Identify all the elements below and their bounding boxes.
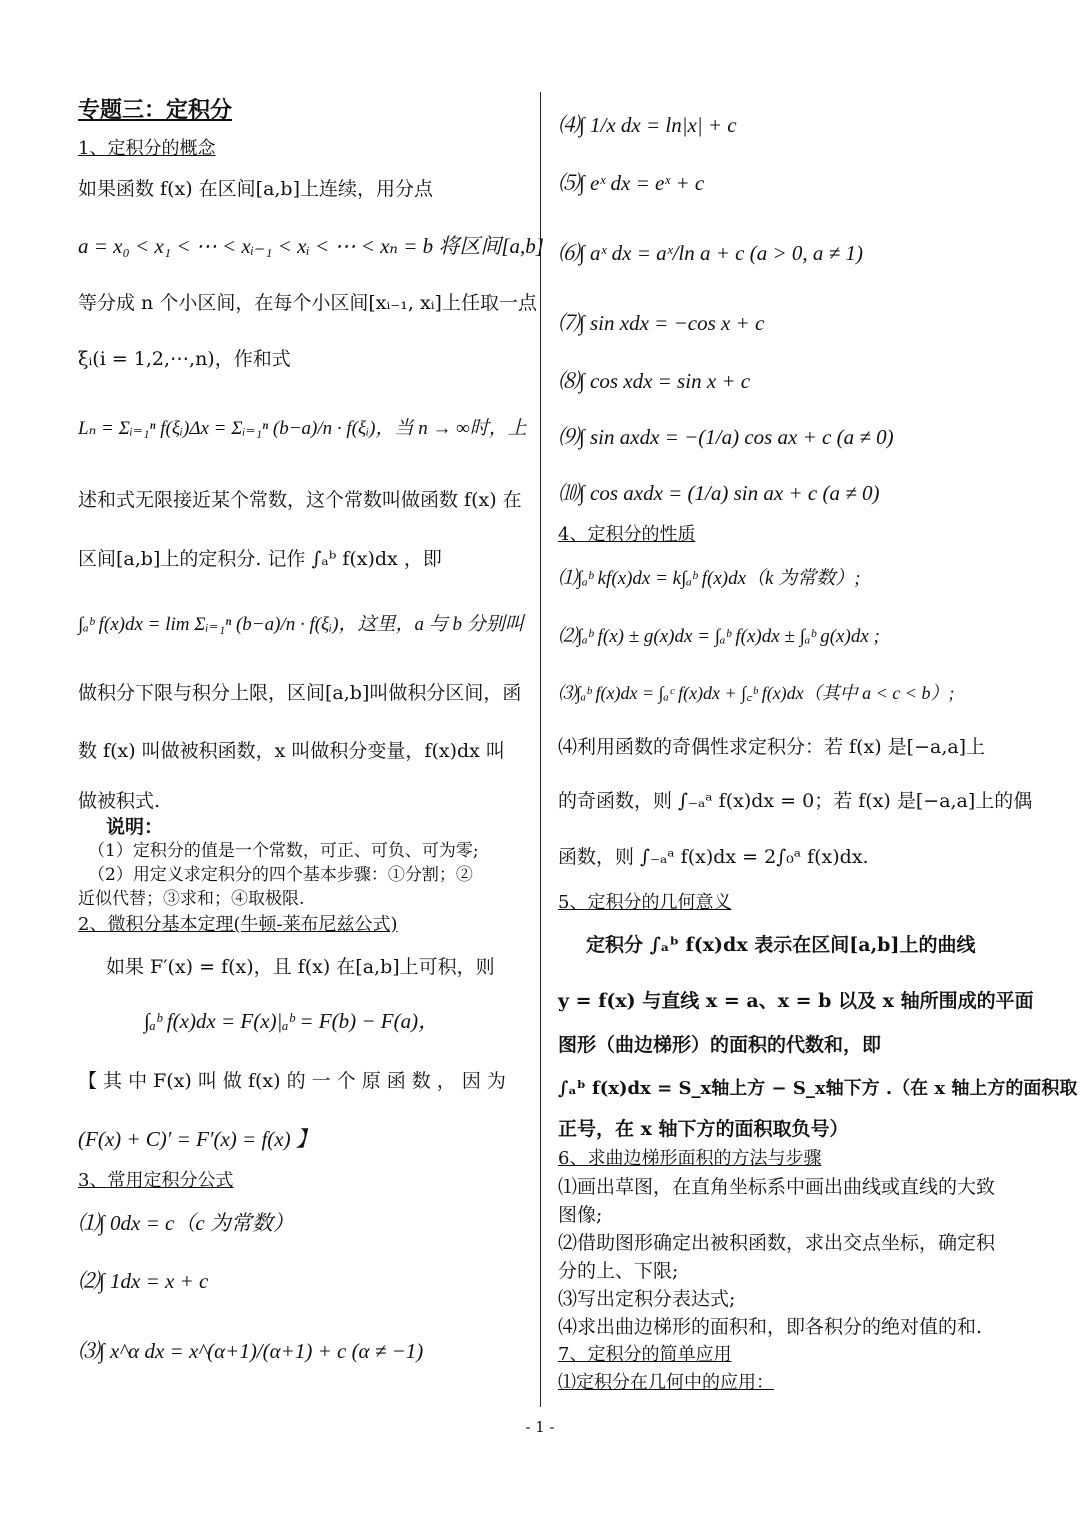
section-6-heading: 6、求曲边梯形面积的方法与步骤 (558, 1148, 822, 1169)
s4-line-2: ⑵∫ₐᵇ f(x) ± g(x)dx = ∫ₐᵇ f(x)dx ± ∫ₐᵇ g(x)dx ; (558, 626, 880, 647)
s4-line-6: 函数，则 ∫₋ₐᵃ f(x)dx = 2∫₀ᵃ f(x)dx. (558, 846, 869, 868)
section-5-heading: 5、定积分的几何意义 (558, 892, 732, 913)
page-number: - 1 - (525, 1418, 555, 1436)
formula-4: ⑷∫ 1/x dx = ln|x| + c (558, 113, 737, 137)
formula-2: ⑵∫ 1dx = x + c (78, 1269, 209, 1293)
s1-line-11: 做被积式. (78, 790, 161, 812)
formula-5: ⑸∫ eˣ dx = eˣ + c (558, 171, 705, 195)
s4-line-3: ⑶∫ₐᵇ f(x)dx = ∫ₐᶜ f(x)dx + ∫꜀ᵇ f(x)dx（其中 a < c < b）; (558, 683, 955, 703)
s5-line-3: 图形（曲边梯形）的面积的代数和，即 (558, 1034, 882, 1056)
s5-line-4: ∫ₐᵇ f(x)dx = S_x轴上方 − S_x轴下方 .（在 x 轴上方的面积取 (558, 1078, 1078, 1099)
note-title: 说明： (106, 816, 164, 838)
formula-10: ⑽∫ cos axdx = (1/a) sin ax + c (a ≠ 0) (558, 481, 880, 505)
column-divider (540, 92, 541, 1407)
s2-line-4: (F(x) + C)′ = F′(x) = f(x) 】 (78, 1127, 317, 1151)
formula-7: ⑺∫ sin xdx = −cos x + c (558, 311, 765, 335)
formula-6: ⑹∫ aˣ dx = aˣ/ln a + c (a > 0, a ≠ 1) (558, 241, 863, 265)
formula-9: ⑼∫ sin axdx = −(1/a) cos ax + c (a ≠ 0) (558, 425, 894, 449)
s1-line-3: 等分成 n 个小区间，在每个小区间[xᵢ₋₁, xᵢ]上任取一点 (78, 292, 537, 314)
s1-line-10: 数 f(x) 叫做被积函数，x 叫做积分变量，f(x)dx 叫 (78, 740, 505, 762)
s5-line-2: y = f(x) 与直线 x = a、x = b 以及 x 轴所围成的平面 (558, 990, 1034, 1012)
note-1: （1）定积分的值是一个常数，可正、可负、可为零; (88, 841, 479, 861)
s1-line-5: Lₙ = Σᵢ₌₁ⁿ f(ξᵢ)Δx = Σᵢ₌₁ⁿ (b−a)/n · f(ξᵢ)，当 n → ∞时，上 (78, 418, 527, 439)
s4-line-5: 的奇函数，则 ∫₋ₐᵃ f(x)dx = 0；若 f(x) 是[−a,a]上的偶 (558, 790, 1033, 812)
section-1-heading: 1、定积分的概念 (78, 138, 216, 159)
section-7-heading: 7、定积分的简单应用 (558, 1344, 732, 1365)
formula-1: ⑴∫ 0dx = c（c 为常数） (78, 1211, 294, 1235)
s1-line-8: ∫ₐᵇ f(x)dx = lim Σᵢ₌₁ⁿ (b−a)/n · f(ξᵢ)，这里，a 与 b 分别叫 (78, 614, 524, 635)
s1-line-1: 如果函数 f(x) 在区间[a,b]上连续，用分点 (78, 178, 434, 200)
s6-line-5: ⑶写出定积分表达式; (558, 1288, 736, 1310)
s1-line-7: 区间[a,b]上的定积分. 记作 ∫ₐᵇ f(x)dx ，即 (78, 548, 442, 570)
formula-3: ⑶∫ x^α dx = x^(α+1)/(α+1) + c (α ≠ −1) (78, 1339, 424, 1363)
s6-line-6: ⑷求出曲边梯形的面积和，即各积分的绝对值的和. (558, 1316, 983, 1338)
s6-line-3: ⑵借助图形确定出被积函数，求出交点坐标，确定积 (558, 1232, 996, 1254)
s2-line-1: 如果 F′(x) = f(x)，且 f(x) 在[a,b]上可积，则 (106, 956, 495, 978)
note-3: 近似代替；③求和；④取极限. (78, 889, 305, 909)
s1-line-6: 述和式无限接近某个常数，这个常数叫做函数 f(x) 在 (78, 489, 522, 511)
formula-8: ⑻∫ cos xdx = sin x + c (558, 369, 751, 393)
page-title: 专题三：定积分 (78, 98, 233, 123)
s1-line-2: a = x₀ < x₁ < ⋯ < xᵢ₋₁ < xᵢ < ⋯ < xₙ = b 将区间[a,b] (78, 234, 544, 258)
s6-line-2: 图像; (558, 1204, 603, 1226)
s4-line-1: ⑴∫ₐᵇ kf(x)dx = k∫ₐᵇ f(x)dx（k 为常数）; (558, 568, 861, 589)
note-2: （2）用定义求定积分的四个基本步骤：①分割；② (88, 865, 473, 885)
s6-line-1: ⑴画出草图，在直角坐标系中画出曲线或直线的大致 (558, 1176, 996, 1198)
section-2-heading: 2、微积分基本定理(牛顿-莱布尼兹公式) (78, 914, 398, 935)
section-3-heading: 3、常用定积分公式 (78, 1170, 234, 1191)
s1-line-4: ξᵢ(i = 1,2,⋯,n)，作和式 (78, 348, 291, 370)
section-4-heading: 4、定积分的性质 (558, 524, 696, 545)
s2-line-3: 【 其 中 F(x) 叫 做 f(x) 的 一 个 原 函 数 ， 因 为 (78, 1070, 506, 1092)
s6-line-4: 分的上、下限; (558, 1260, 679, 1282)
s7-line-1: ⑴定积分在几何中的应用： (558, 1372, 774, 1393)
s2-line-2: ∫ₐᵇ f(x)dx = F(x)|ₐᵇ = F(b) − F(a)， (144, 1009, 440, 1033)
s4-line-4: ⑷利用函数的奇偶性求定积分：若 f(x) 是[−a,a]上 (558, 736, 986, 758)
s5-line-5: 正号，在 x 轴下方的面积取负号） (558, 1118, 849, 1140)
s1-line-9: 做积分下限与积分上限，区间[a,b]叫做积分区间，函 (78, 682, 522, 704)
s5-line-1: 定积分 ∫ₐᵇ f(x)dx 表示在区间[a,b]上的曲线 (586, 934, 976, 956)
